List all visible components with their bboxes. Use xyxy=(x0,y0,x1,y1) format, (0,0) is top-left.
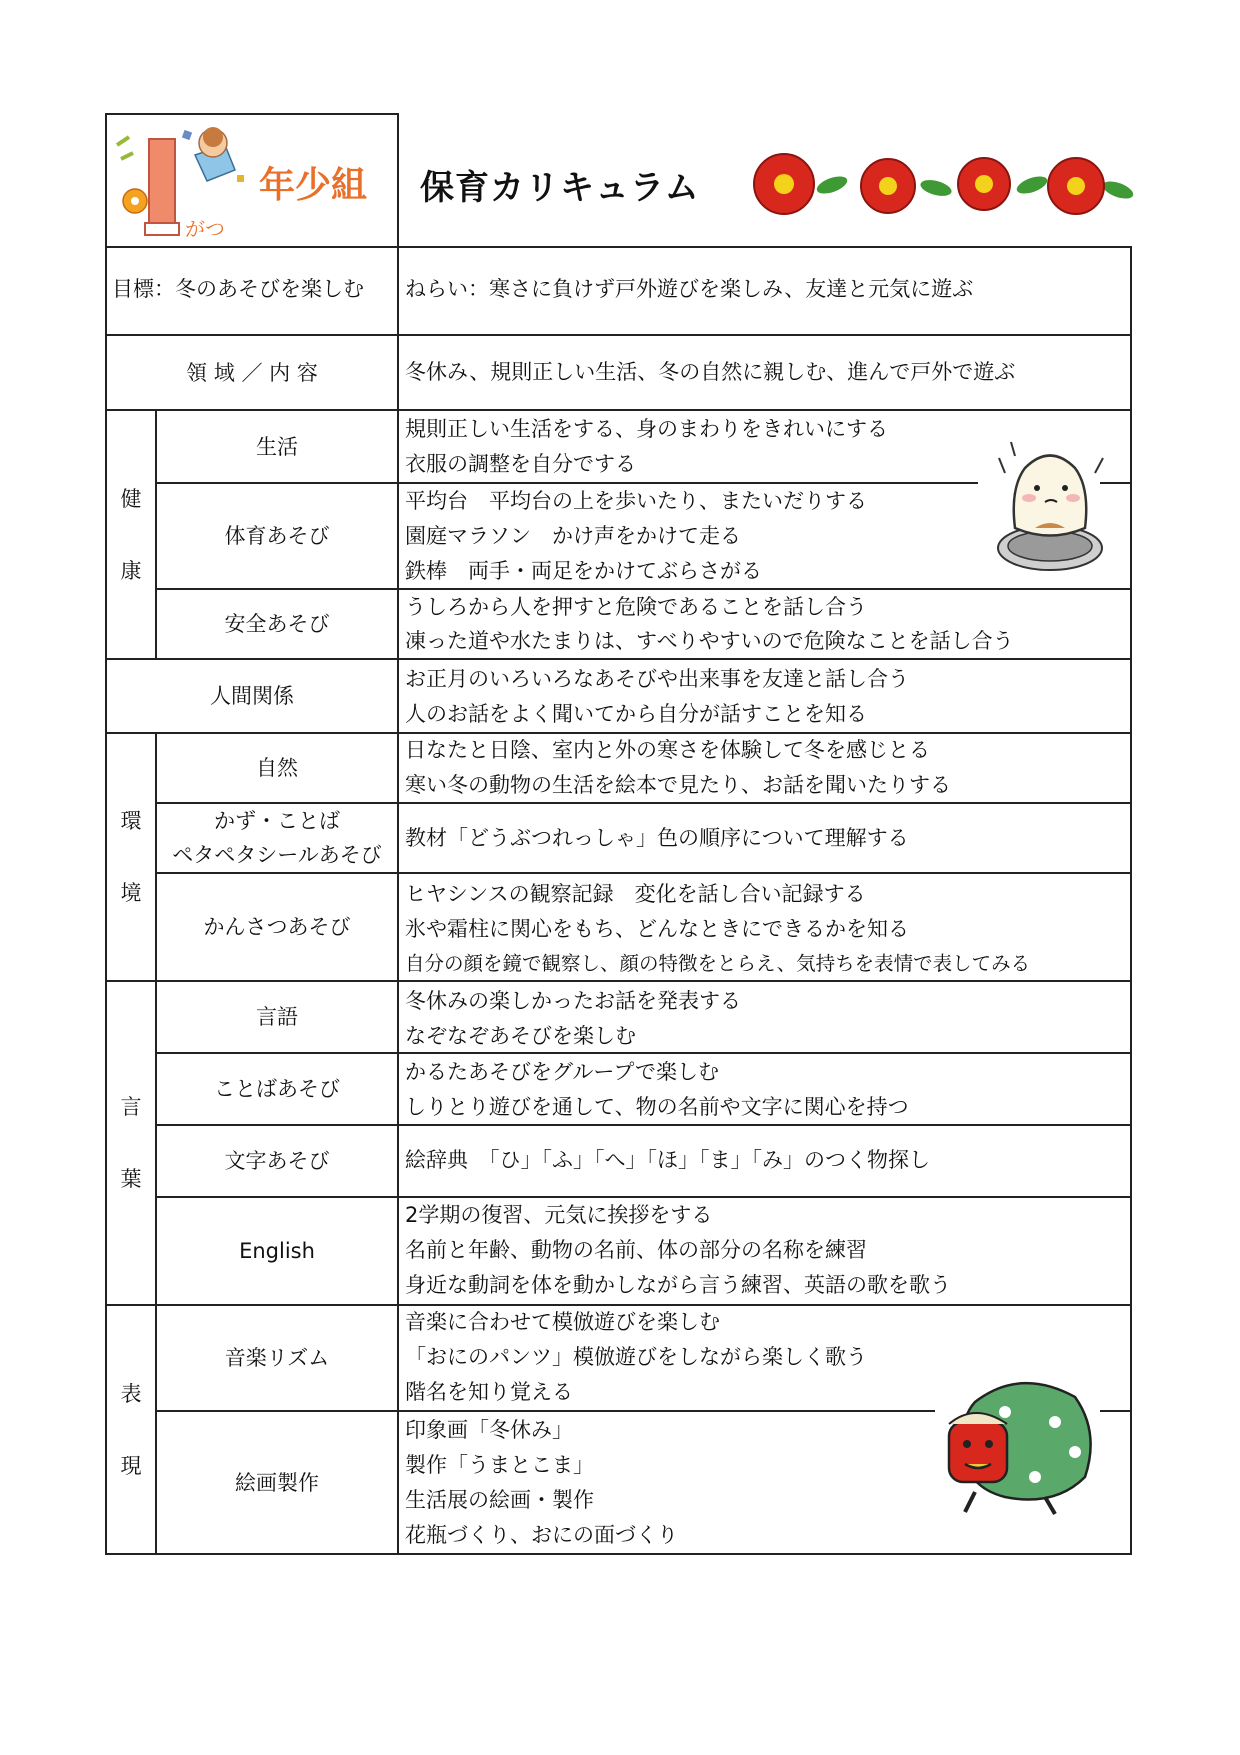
row-label-kansatsu: かんさつあそび xyxy=(203,915,351,939)
row-line: 日なたと日陰、室内と外の寒さを体験して冬を感じとる xyxy=(405,738,930,762)
domain-label: 領 域 ／ 内 容 xyxy=(186,360,318,385)
group-label-environment: 環 境 xyxy=(120,809,142,905)
row-line: 寒い冬の動物の生活を絵本で見たり、お話を聞いたりする xyxy=(405,773,951,797)
row-label-kaiga: 絵画製作 xyxy=(235,1470,319,1495)
row-line: 人のお話をよく聞いてから自分が話すことを知る xyxy=(405,702,867,726)
row-line: 鉄棒 両手・両足をかけてぶらさがる xyxy=(405,559,762,583)
row-line: 規則正しい生活をする、身のまわりをきれいにする xyxy=(405,417,888,441)
row-line: お正月のいろいろなあそびや出来事を友達と話し合う xyxy=(405,667,909,691)
group-label-health: 健 康 xyxy=(120,486,142,583)
aim-text: ねらい：寒さに負けず戸外遊びを楽しみ、友達と元気に遊ぶ xyxy=(405,277,974,301)
month-suffix: がつ xyxy=(185,217,225,241)
row-label-taiiku: 体育あそび xyxy=(224,524,330,548)
row-label-ongaku: 音楽リズム xyxy=(224,1346,330,1370)
group-label-language: 言 葉 xyxy=(120,1095,142,1191)
row-line: 氷や霜柱に関心をもち、どんなときにできるかを知る xyxy=(405,917,909,941)
page-title: 保育カリキュラム xyxy=(420,168,700,208)
row-line: しりとり遊びを通して、物の名前や文字に関心を持つ xyxy=(405,1095,909,1119)
row-label-english: English xyxy=(239,1239,315,1263)
row-line: 「おにのパンツ」模倣遊びをしながら楽しく歌う xyxy=(405,1345,867,1369)
row-label-kazu-kotoba: かず・ことば ペタペタシールあそび xyxy=(172,809,382,867)
row-line: 衣服の調整を自分でする xyxy=(405,452,636,476)
row-line: 2学期の復習、元気に挨拶をする xyxy=(405,1203,713,1227)
row-label-ningen: 人間関係 xyxy=(210,684,294,708)
row-line: 名前と年齢、動物の名前、体の部分の名称を練習 xyxy=(405,1238,867,1262)
row-label-anzen: 安全あそび xyxy=(224,612,330,636)
row-line: 階名を知り覚える xyxy=(405,1380,573,1404)
camellia-decoration xyxy=(740,150,1140,220)
row-label-moji-asobi: 文字あそび xyxy=(224,1149,330,1173)
row-line: 音楽に合わせて模倣遊びを楽しむ xyxy=(405,1310,720,1334)
row-line: 製作「うまとこま」 xyxy=(405,1453,594,1477)
row-label-seikatsu: 生活 xyxy=(256,434,298,459)
row-line: 冬休みの楽しかったお話を発表する xyxy=(405,989,741,1013)
row-line: 自分の顔を鏡で観察し、顔の特徴をとらえ、気持ちを表情で表してみる xyxy=(405,952,1031,975)
row-label-gengo: 言語 xyxy=(256,1005,298,1029)
row-line: なぞなぞあそびを楽しむ xyxy=(405,1024,636,1048)
group-label-expression: 表 現 xyxy=(120,1381,142,1478)
row-line: うしろから人を押すと危険であることを話し合う xyxy=(405,595,867,619)
oni-character-illustration xyxy=(935,1372,1105,1522)
row-line: 絵辞典 「ひ」「ふ」「へ」「ほ」「ま」「み」のつく物探し xyxy=(405,1148,930,1172)
row-label-shizen: 自然 xyxy=(256,756,298,780)
row-line: かるたあそびをグループで楽しむ xyxy=(405,1060,719,1084)
row-line: ヒヤシンスの観察記録 変化を話し合い記録する xyxy=(405,882,866,906)
kite-month-illustration xyxy=(107,115,257,246)
row-line: 平均台 平均台の上を歩いたり、またいだりする xyxy=(405,489,867,513)
goal-text: 目標：冬のあそびを楽しむ xyxy=(112,277,364,301)
header-logo xyxy=(107,115,397,246)
mochi-character-illustration xyxy=(985,428,1115,578)
class-name: 年少組 xyxy=(259,165,368,206)
row-line: 生活展の絵画・製作 xyxy=(405,1488,594,1512)
row-line: 身近な動詞を体を動かしながら言う練習、英語の歌を歌う xyxy=(405,1273,951,1297)
row-label-kotoba-asobi: ことばあそび xyxy=(214,1077,340,1101)
row-line: 印象画「冬休み」 xyxy=(405,1418,573,1442)
domain-content: 冬休み、規則正しい生活、冬の自然に親しむ、進んで戸外で遊ぶ xyxy=(405,360,1016,384)
row-line: 花瓶づくり、おにの面づくり xyxy=(405,1523,678,1547)
row-line: 園庭マラソン かけ声をかけて走る xyxy=(405,524,741,548)
row-line: 教材「どうぶつれっしゃ」色の順序について理解する xyxy=(405,826,909,850)
row-line: 凍った道や水たまりは、すべりやすいので危険なことを話し合う xyxy=(405,629,1014,653)
